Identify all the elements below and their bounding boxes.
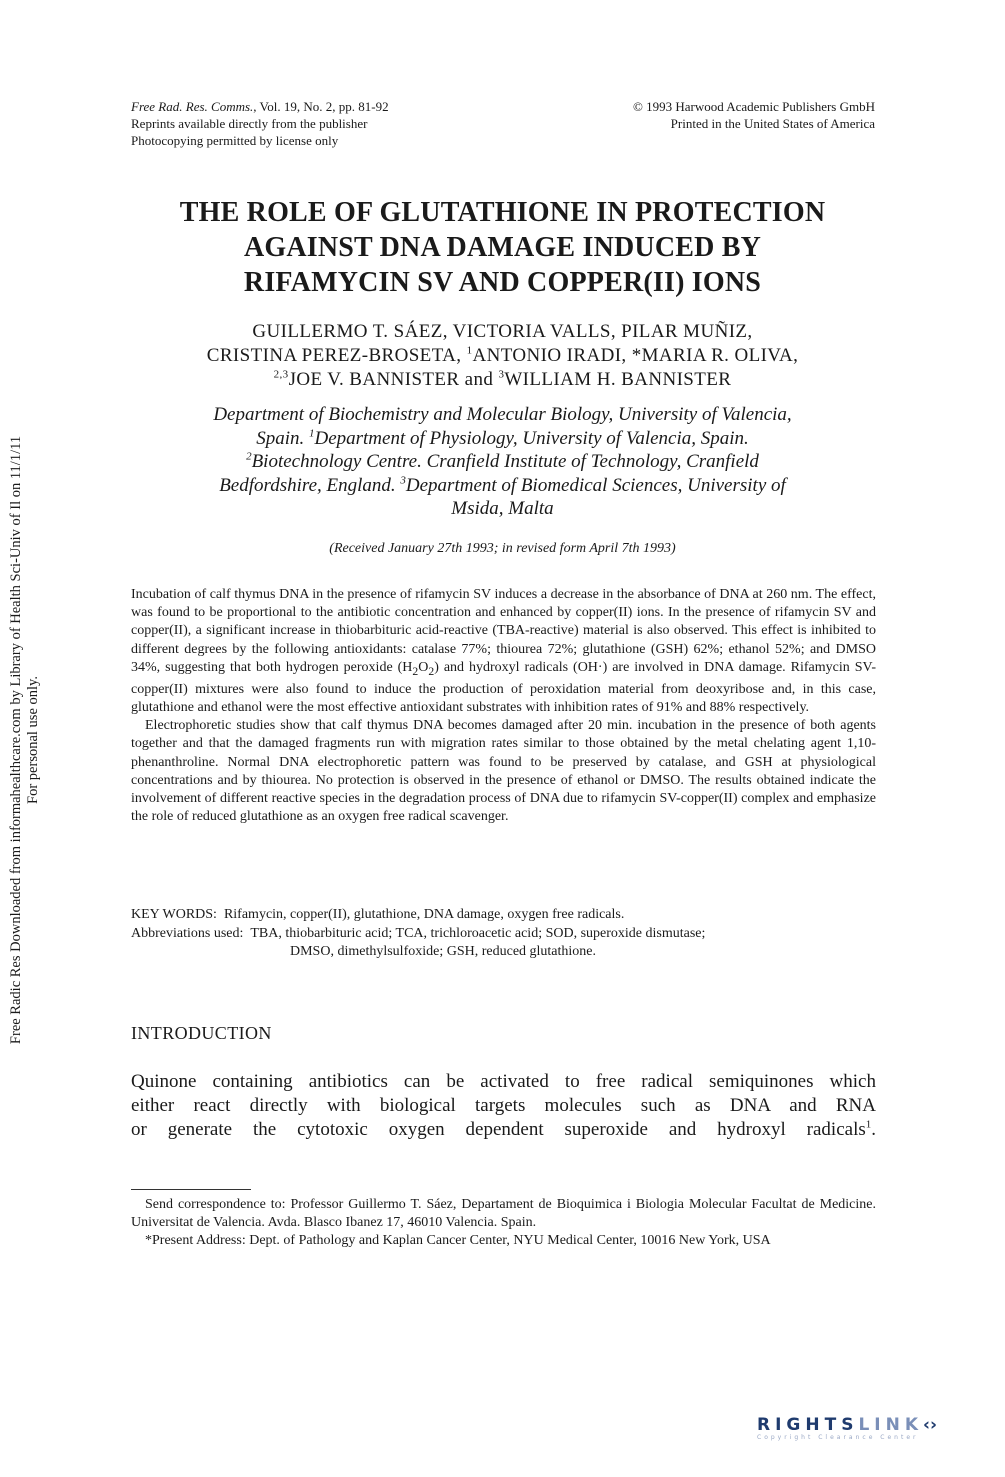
title-line-2: AGAINST DNA DAMAGE INDUCED BY [243,232,762,263]
footnote-rule [131,1189,251,1190]
affil-line-2-part-a: Spain. [256,427,309,449]
abstract-p1-part-b: O [418,659,429,675]
paper-title [100,195,905,300]
affil-line-2 [100,427,905,451]
affil-line-3-sup: 2 [246,450,252,463]
affil-line-3 [100,450,905,474]
received-dates: (Received January 27th 1993; in revised form April 7th 1993) [329,541,676,556]
authors-line-3-part-a: JOE V. BANNISTER and [288,369,499,390]
affil-line-4 [100,474,905,498]
affil-sup-1: 1 [466,344,473,357]
affiliations [100,403,905,521]
keywords-block [131,906,876,962]
rightslink-word-right: LINK [858,1415,923,1435]
journal-citation: , Vol. 19, No. 2, pp. 81-92 [253,99,389,114]
abstract-paragraph-1 [131,586,876,717]
journal-header-right [495,98,875,132]
intro-line-1: Quinone containing antibiotics can be activated to free radical semiquinones which [131,1071,876,1092]
title-line-1: THE ROLE OF GLUTATHIONE IN PROTECTION [179,197,826,228]
abstract [131,586,876,826]
authors-line-3-part-b: WILLIAM H. BANNISTER [504,369,732,390]
side-download-watermark [8,390,42,1090]
abstract-p1-part-c: ) and hydroxyl radicals (OH·) are involved in DNA damage. Rifamycin SV-copper(II) mixtures were also found to induce the production of peroxidation material from deoxyribose and, in this case, glutathione and ethanol were the most effective antioxidant substrates with inhibition rates of 91% and 88% respectively. [131,659,876,716]
introduction-heading: INTRODUCTION [131,1023,272,1043]
author-list [100,320,905,392]
abbreviations-row [131,925,876,944]
authors-line-1: GUILLERMO T. SÁEZ, VICTORIA VALLS, PILAR MUÑIZ, [252,321,753,342]
personal-use-notice: For personal use only. [25,676,41,804]
intro-line-3-end: . [871,1119,876,1140]
intro-line-2: either react directly with biological targets molecules such as DNA and RNA [131,1095,876,1116]
abbreviations-line-2: DMSO, dimethylsulfoxide; GSH, reduced glutathione. [290,944,597,959]
affil-line-3-text: Biotechnology Centre. Cranfield Institute of Technology, Cranfield [251,451,759,472]
affil-line-1: Department of Biochemistry and Molecular Biology, University of Valencia, [213,404,792,425]
authors-line-2-part-a: CRISTINA PEREZ-BROSETA, [206,345,467,366]
rightslink-wordmark [757,1415,987,1435]
footnotes [131,1196,876,1250]
authors-line-2 [100,344,905,368]
affil-line-5: Msida, Malta [451,498,554,519]
authors-line-3 [100,368,905,392]
affil-line-4-sup: 3 [400,474,406,487]
printed-line: Printed in the United States of America [670,116,875,131]
affil-sup-3: 3 [498,368,505,381]
copyright-line: © 1993 Harwood Academic Publishers GmbH [632,99,875,114]
keywords-label: KEY WORDS: [131,907,217,922]
abstract-sub-1: 2 [412,664,419,678]
title-line-3: RIFAMYCIN SV AND COPPER(II) IONS [243,267,762,298]
journal-header-left [131,98,551,149]
affil-line-4-part-b: Department of Biomedical Sciences, University of [405,474,786,496]
journal-name: Free Rad. Res. Comms. [131,99,254,114]
abstract-p1-part-a: Incubation of calf thymus DNA in the presence of rifamycin SV induces a decrease in the absorbance of DNA at 260 nm. The effect, was found to be proportional to the antibiotic concentration and enhanced by copper(II) ions. In the presence of rifamycin SV and copper(II), a significant increase in thiobarbituric acid-reactive (TBA-reactive) material is also observed. This effect is inhibited to different degrees by the following antioxidants: catalase 77%; thiourea 72%; glutathione (GSH) 62%; ethanol 52%; and DMSO 34%, suggesting that both hydrogen peroxide (H [131,587,876,675]
footnote-present-address: *Present Address: Dept. of Pathology and Kaplan Cancer Center, NYU Medical Center, 10016 New York, USA [145,1233,771,1248]
photocopy-note: Photocopying permitted by license only [131,133,339,148]
affil-line-4-part-a: Bedfordshire, England. [219,474,401,496]
keywords-row [131,906,876,925]
introduction-paragraph [131,1070,876,1142]
rightslink-word-left: RIGHTS [757,1415,859,1435]
abstract-paragraph-2: Electrophoretic studies show that calf thymus DNA becomes damaged after 20 min. incubation in the presence of both agents together and that the damaged fragments run with migration rates similar to those obtained by the metal chelating agent 1,10-phenanthroline. Normal DNA electrophoretic pattern was found to be preserved by catalase, and GSH at physiological concentrations and by thiourea. No protection is observed in the presence of ethanol or DMSO. The results obtained indicate the involvement of different reactive species in the degradation process of DNA due to rifamycin SV-copper(II) complex and emphasize the role of reduced glutathione as an oxygen free radical scavenger. [131,718,876,825]
affil-line-2-part-b: Department of Physiology, University of Valencia, Spain. [314,427,749,449]
footnote-correspondence: Send correspondence to: Professor Guillermo T. Sáez, Departament de Bioquimica i Biologia Molecular Facultat de Medicine. Universitat de Valencia. Avda. Blasco Ibanez 17, 46010 Valencia. Spain. [131,1197,876,1230]
download-notice: Free Radic Res Downloaded from informahealthcare.com by Library of Health Sci-Univ of Il on 11/1/11 [8,435,24,1045]
rightslink-logo [757,1415,987,1455]
keywords-text: Rifamycin, copper(II), glutathione, DNA damage, oxygen free radicals. [223,907,625,922]
affil-line-2-sup: 1 [308,427,315,440]
rightslink-arrow-icon: ‹› [923,1415,938,1435]
abbreviations-line-1: TBA, thiobarbituric acid; TCA, trichloroacetic acid; SOD, superoxide dismutase; [250,925,706,941]
intro-line-3-text: or generate the cytotoxic oxygen dependent superoxide and hydroxyl radicals [131,1119,866,1140]
abbreviations-label: Abbreviations used: [131,925,244,941]
rightslink-tagline: Copyright Clearance Center [757,1434,919,1441]
abstract-sub-2: 2 [428,664,435,678]
affil-sup-23: 2,3 [273,368,289,381]
authors-line-2-part-b: ANTONIO IRADI, *MARIA R. OLIVA, [472,345,799,366]
reprints-note: Reprints available directly from the publisher [131,116,368,131]
intro-line-3 [131,1118,876,1142]
reference-1: 1 [865,1118,872,1131]
